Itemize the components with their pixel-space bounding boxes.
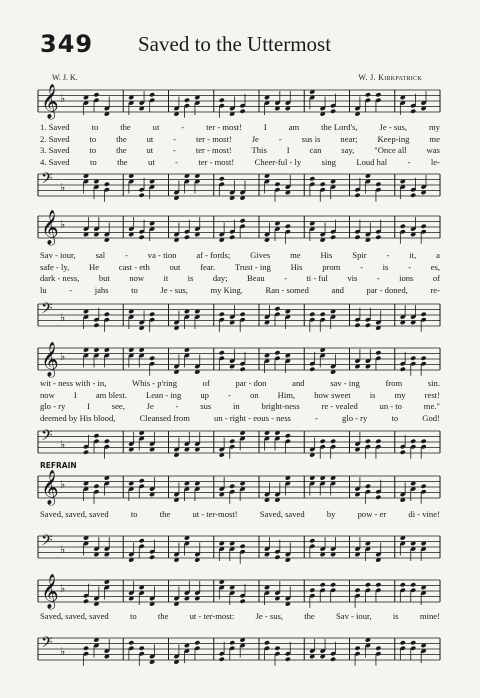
lyric-syllable: Saved, saved, saved (40, 509, 109, 519)
lyric-syllable: out (169, 261, 181, 272)
lyric-syllable: - (125, 250, 128, 260)
lyric-syllable: Lean - ing (145, 389, 182, 400)
music-system-5-treble (34, 574, 444, 610)
lyric-syllable: - (386, 250, 390, 260)
note-head (420, 356, 426, 361)
note-head (375, 495, 381, 500)
note-head (320, 312, 326, 317)
lyric-syllable: the (157, 611, 169, 621)
lyric-syllable: ter - most! (195, 145, 232, 155)
note-head (320, 439, 326, 444)
note-head (274, 182, 280, 187)
lyric-line (40, 378, 440, 390)
lyric-line (40, 390, 440, 402)
note-head (139, 235, 145, 240)
note-head (365, 439, 371, 444)
lyric-syllable: Je - sus, (379, 122, 407, 132)
note-head (274, 350, 280, 355)
lyric-syllable: - (181, 122, 185, 132)
lyric-syllable: me." (423, 401, 440, 411)
lyric-syllable: and (292, 378, 305, 388)
lyric-syllable: rest! (424, 389, 440, 400)
lyric-line (40, 509, 440, 521)
lyric-syllable: to (90, 156, 97, 167)
note-head (285, 224, 291, 229)
lyric-syllable: the (120, 122, 131, 132)
note-head (354, 235, 360, 240)
note-head (400, 640, 406, 645)
note-head (420, 312, 426, 317)
lyric-syllable: I (263, 122, 267, 132)
note-head (139, 478, 145, 483)
note-head (420, 224, 426, 229)
lyric-syllable: Whis - p'ring (132, 378, 177, 388)
note-head (354, 646, 360, 651)
lyric-syllable: Je (251, 133, 259, 144)
lyric-syllable: 3. Saved (40, 145, 70, 155)
treble-clef-icon: 𝄞 (41, 210, 59, 245)
note-head (309, 588, 315, 593)
lyric-syllable: sing (321, 156, 336, 167)
note-head (128, 640, 134, 645)
note-head (375, 350, 381, 355)
music-credit: W. J. Kirkpatrick (358, 73, 422, 82)
note-head (93, 433, 99, 438)
lyric-syllable: of (432, 273, 440, 283)
note-head (330, 582, 336, 587)
note-head (194, 640, 200, 645)
note-head (219, 312, 225, 317)
lyric-syllable: my King. (210, 284, 243, 295)
lyric-line (40, 134, 440, 146)
lyric-syllable: ut (146, 133, 154, 144)
flat-sign-icon: ♭ (60, 181, 66, 194)
lyric-syllable: the (159, 509, 171, 519)
lyric-syllable: di - vine! (408, 509, 440, 519)
lyric-syllable: ions (399, 273, 414, 283)
lyric-syllable: un - to (379, 401, 402, 411)
lyric-syllable: the (116, 145, 127, 155)
lyric-syllable: now (129, 273, 145, 283)
lyric-syllable: This (251, 145, 267, 155)
lyrics-system-4 (40, 509, 440, 521)
lyric-syllable: ut - ter-most! (192, 509, 238, 519)
note-head (365, 323, 371, 328)
lyrics-system-5 (40, 611, 440, 623)
lyric-syllable: Spir (352, 250, 367, 260)
lyric-syllable: is (392, 611, 399, 621)
lyric-line (40, 262, 440, 274)
lyric-syllable: ut - ter-most: (189, 611, 235, 621)
lyric-syllable: near; (340, 133, 358, 144)
lyric-syllable: Je - sus, (255, 611, 284, 621)
lyric-line (40, 157, 440, 169)
lyric-syllable: glo - ry (40, 401, 66, 411)
lyric-syllable: wit - ness with - in, (40, 378, 107, 388)
lyric-syllable: 1. Saved (40, 122, 70, 132)
lyric-syllable: ti - ful (306, 273, 328, 283)
music-system-3-treble (34, 342, 444, 378)
lyric-syllable: to (391, 412, 399, 423)
note-head (104, 439, 110, 444)
lyric-syllable: sin. (427, 378, 440, 388)
bass-clef-icon: 𝄢 (41, 170, 53, 191)
note-head (400, 450, 406, 455)
lyric-syllable: lu (40, 284, 47, 295)
note-head (285, 433, 291, 438)
lyric-syllable: sav - ing (330, 378, 360, 388)
lyric-syllable: ter - most! (195, 133, 232, 144)
note-head (410, 582, 416, 587)
lyric-syllable: un - right - eous - ness (214, 412, 291, 423)
lyric-line (40, 145, 440, 157)
lyric-syllable: Keep-ing (377, 133, 410, 144)
lyric-syllable: to (130, 509, 138, 519)
note-head (239, 312, 245, 317)
music-system-2-bass (34, 298, 444, 334)
lyric-syllable: - (278, 133, 282, 144)
note-head (309, 538, 315, 543)
note-head (229, 484, 235, 489)
lyric-syllable: I (87, 401, 90, 411)
music-system-1-bass (34, 168, 444, 204)
lyric-syllable: He (88, 261, 100, 272)
lyric-syllable: Je - sus, (160, 284, 188, 295)
refrain-label: REFRAIN (40, 461, 77, 470)
note-head (83, 599, 89, 604)
lyric-syllable: pow - er (357, 509, 387, 519)
lyric-syllable: ut (152, 122, 160, 132)
lyric-syllable: - (360, 261, 363, 272)
lyric-syllable: but (98, 273, 110, 283)
note-head (219, 350, 225, 355)
music-system-4-bass (34, 530, 444, 566)
flat-sign-icon: ♭ (60, 438, 66, 451)
note-head (184, 235, 190, 240)
lyric-syllable: bright-ness (261, 401, 300, 411)
note-head (330, 657, 336, 662)
bass-clef-icon: 𝄢 (41, 300, 53, 321)
lyric-syllable: His (320, 250, 333, 260)
note-head (354, 588, 360, 593)
lyric-syllable: is (382, 261, 389, 272)
note-head (149, 92, 155, 97)
lyric-syllable: ut (146, 145, 154, 155)
lyric-syllable: me (290, 250, 301, 260)
treble-clef-icon: 𝄞 (41, 342, 59, 377)
music-system-2-treble (34, 210, 444, 246)
lyric-syllable: Gives (250, 250, 271, 260)
lyric-syllable: sus (200, 401, 212, 411)
lyric-syllable: - (69, 284, 73, 295)
note-head (354, 193, 360, 198)
note-head (139, 193, 145, 198)
lyric-syllable: me (429, 133, 440, 144)
note-head (274, 555, 280, 560)
lyric-syllable: my (428, 122, 440, 132)
lyric-syllable: safe - ly, (40, 261, 70, 272)
lyric-syllable: on (249, 389, 259, 400)
lyric-line (40, 611, 440, 623)
note-head (229, 439, 235, 444)
lyric-syllable: by (326, 509, 336, 519)
lyric-syllable: vis (347, 273, 358, 283)
lyric-syllable: Ran - somed (265, 284, 309, 295)
lyric-syllable: - (407, 156, 411, 167)
lyric-syllable: dark - ness, (40, 273, 80, 283)
lyric-syllable: in (233, 401, 240, 411)
lyric-syllable: and (331, 284, 344, 295)
lyric-syllable: Je (146, 401, 154, 411)
lyric-syllable: the (116, 133, 127, 144)
lyric-syllable: from (385, 378, 403, 388)
note-head (139, 646, 145, 651)
lyric-syllable: ter - most! (198, 156, 235, 167)
lyric-syllable: am (288, 122, 300, 132)
note-head (410, 640, 416, 645)
note-head (330, 109, 336, 114)
lyrics-system-2 (40, 250, 440, 296)
note-head (83, 646, 89, 651)
note-head (229, 640, 235, 645)
flat-sign-icon: ♭ (60, 218, 66, 231)
note-head (239, 544, 245, 549)
lyric-syllable: to (129, 611, 137, 621)
lyric-syllable: I (286, 145, 290, 155)
lyric-syllable: to (91, 122, 99, 132)
lyric-syllable: 4. Saved (40, 156, 70, 167)
lyric-syllable: - (175, 401, 179, 411)
note-head (239, 367, 245, 372)
lyric-syllable: cast - eth (118, 261, 150, 272)
lyric-syllable: of (202, 378, 210, 388)
note-head (309, 312, 315, 317)
lyric-syllable: re- (430, 284, 440, 295)
note-head (219, 657, 225, 662)
treble-clef-icon: 𝄞 (41, 84, 59, 119)
lyric-syllable: up (200, 389, 209, 400)
note-head (400, 582, 406, 587)
bass-clef-icon: 𝄢 (41, 634, 53, 655)
lyric-line (40, 250, 440, 262)
note-head (375, 582, 381, 587)
note-head (239, 218, 245, 223)
lyric-syllable: my (394, 389, 406, 400)
note-head (93, 484, 99, 489)
lyric-syllable: can (309, 145, 322, 155)
note-head (83, 450, 89, 455)
note-head (330, 439, 336, 444)
lyric-line (40, 273, 440, 285)
lyric-syllable: "Once all (374, 145, 407, 155)
flat-sign-icon: ♭ (60, 478, 66, 491)
note-head (375, 646, 381, 651)
flat-sign-icon: ♭ (60, 582, 66, 595)
lyric-syllable: sus is (301, 133, 321, 144)
lyric-syllable: am blest. (95, 389, 127, 400)
note-head (229, 235, 235, 240)
note-head (104, 312, 110, 317)
lyric-syllable: is (187, 273, 194, 283)
note-head (410, 356, 416, 361)
note-head (274, 646, 280, 651)
flat-sign-icon: ♭ (60, 543, 66, 556)
lyric-syllable: the (117, 156, 128, 167)
lyric-line (40, 413, 440, 425)
note-head (375, 182, 381, 187)
note-head (149, 555, 155, 560)
lyric-syllable: jahs (94, 284, 109, 295)
music-system-1-treble (34, 84, 444, 120)
flat-sign-icon: ♭ (60, 645, 66, 658)
lyric-syllable: - (175, 156, 178, 167)
note-head (139, 538, 145, 543)
note-head (184, 98, 190, 103)
note-head (365, 484, 371, 489)
lyric-syllable: - (376, 273, 380, 283)
lyric-syllable: was (426, 145, 440, 155)
lyric-syllable: it, (409, 250, 417, 260)
treble-clef-icon: 𝄞 (41, 574, 59, 609)
lyric-syllable: va - tion (147, 250, 177, 260)
note-head (93, 92, 99, 97)
lyric-syllable: le- (430, 156, 440, 167)
note-head (410, 193, 416, 198)
lyric-syllable: say, (341, 145, 355, 155)
lyric-syllable: deemed by His blood, (40, 412, 116, 423)
lyric-syllable: a (436, 250, 440, 260)
lyric-syllable: par - don (235, 378, 267, 388)
lyric-line (40, 401, 440, 413)
lyric-syllable: af - fords; (196, 250, 231, 260)
lyric-syllable: is (369, 389, 376, 400)
lyric-syllable: - (315, 412, 318, 423)
lyrics-system-1 (40, 122, 440, 168)
flat-sign-icon: ♭ (60, 311, 66, 324)
note-head (420, 439, 426, 444)
flat-sign-icon: ♭ (60, 350, 66, 363)
note-head (400, 367, 406, 372)
note-head (93, 323, 99, 328)
lyric-syllable: Saved, saved (259, 509, 305, 519)
lyric-syllable: the (304, 611, 315, 621)
note-head (309, 176, 315, 181)
lyric-syllable: Beau (247, 273, 265, 283)
note-head (330, 235, 336, 240)
lyric-syllable: - (408, 261, 411, 272)
note-head (320, 182, 326, 187)
lyric-syllable: God! (422, 412, 440, 423)
lyric-syllable: Him, (277, 389, 296, 400)
lyric-syllable: sal (95, 250, 106, 260)
note-head (410, 109, 416, 114)
lyric-syllable: fear. (200, 261, 216, 272)
note-head (264, 640, 270, 645)
music-system-4-treble (34, 470, 444, 506)
lyric-syllable: now (40, 389, 55, 400)
lyric-syllable: Sav - iour, (40, 250, 76, 260)
note-head (375, 92, 381, 97)
hymn-number: 349 (40, 30, 94, 58)
lyric-syllable: Sav - iour, (335, 611, 372, 621)
note-head (420, 484, 426, 489)
lyric-line (40, 285, 440, 297)
lyric-syllable: to (89, 145, 97, 155)
bass-clef-icon: 𝄢 (41, 427, 53, 448)
lyric-syllable: Trust - ing (234, 261, 271, 272)
bass-clef-icon: 𝄢 (41, 532, 53, 553)
lyric-syllable: Cleansed from (139, 412, 190, 423)
lyric-syllable: es, (430, 261, 440, 272)
lyric-line (40, 122, 440, 134)
lyrics-system-3 (40, 378, 440, 424)
lyric-syllable: to (131, 284, 138, 295)
music-system-3-bass (34, 425, 444, 461)
hymn-title: Saved to the Uttermost (138, 32, 332, 56)
note-head (219, 98, 225, 103)
lyric-syllable: - (228, 389, 231, 400)
treble-clef-icon: 𝄞 (41, 470, 59, 505)
note-head (219, 176, 225, 181)
lyric-syllable: I (73, 389, 77, 400)
note-head (104, 182, 110, 187)
note-head (375, 439, 381, 444)
lyric-syllable: ut (148, 156, 155, 167)
lyric-syllable: it (163, 273, 169, 283)
note-head (239, 599, 245, 604)
lyric-syllable: - (173, 133, 177, 144)
lyric-syllable: see, (111, 401, 125, 411)
note-head (400, 224, 406, 229)
lyric-syllable: mine! (419, 611, 440, 621)
lyric-syllable: to (89, 133, 97, 144)
note-head (274, 306, 280, 311)
note-head (239, 109, 245, 114)
note-head (365, 92, 371, 97)
words-credit: W. J. K. (52, 73, 78, 82)
lyric-syllable: how sweet (314, 389, 351, 400)
lyric-syllable: His (290, 261, 303, 272)
lyric-syllable: 2. Saved (40, 133, 70, 144)
note-head (375, 235, 381, 240)
lyric-syllable: the Lord's, (321, 122, 358, 132)
note-head (365, 582, 371, 587)
lyric-syllable: Saved, saved, saved (40, 611, 109, 621)
lyric-syllable: Loud hal (356, 156, 388, 167)
lyric-syllable: - (284, 273, 287, 283)
lyric-syllable: Cheer-ful - ly (254, 156, 302, 167)
flat-sign-icon: ♭ (60, 92, 66, 105)
note-head (320, 582, 326, 587)
lyric-syllable: ter - most! (206, 122, 242, 132)
lyric-syllable: prom (322, 261, 341, 272)
lyric-syllable: - (173, 145, 176, 155)
note-head (285, 657, 291, 662)
note-head (309, 367, 315, 372)
lyric-syllable: glo - ry (342, 412, 368, 423)
note-head (410, 439, 416, 444)
lyric-syllable: re - vealed (321, 401, 358, 411)
note-head (149, 356, 155, 361)
music-system-5-bass (34, 632, 444, 668)
lyric-syllable: par - doned, (366, 284, 408, 295)
note-head (149, 312, 155, 317)
lyric-syllable: day; (212, 273, 228, 283)
note-head (354, 323, 360, 328)
